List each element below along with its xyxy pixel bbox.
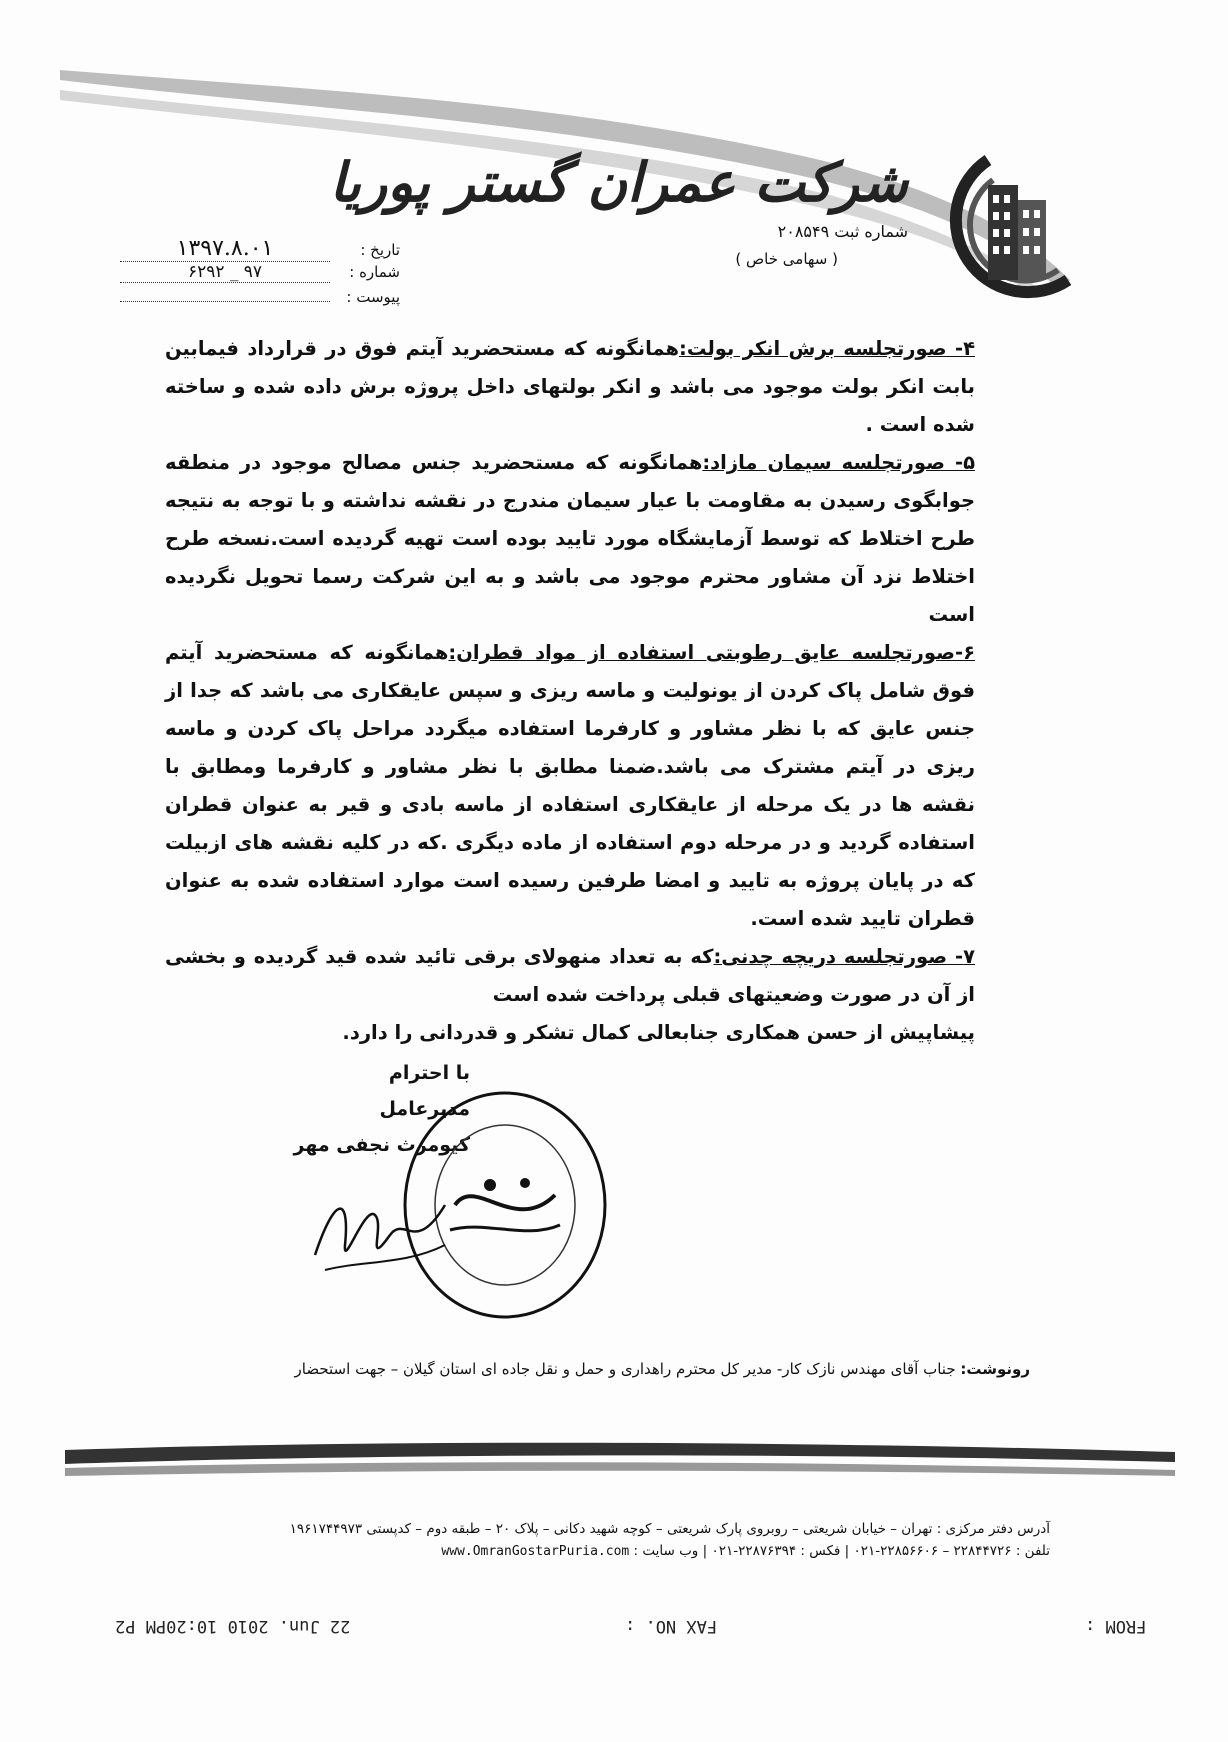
fax-timestamp: 22 Jun. 2010 10:20PM P2	[115, 1616, 351, 1636]
item-7-text: که به تعداد منهولای برقی تائید شده قید گردیده و بخشی از آن در صورت وضعیتهای قبلی پرداخت شده است	[165, 945, 975, 1006]
date-value: ۱۳۹۷.۸.۰۱	[120, 236, 330, 262]
carbon-copy	[230, 1355, 1030, 1383]
handwritten-signature	[305, 1175, 455, 1285]
item-6-text: همانگونه که مستحضرید آیتم فوق شامل پاک کردن از یونولیت و ماسه ریزی و سپس عایقکاری می باشد که جدا از جنس عایق که با نظر مشاور و کارفرما استفاده میگردد مراحل پاک کردن و ماسه ریزی در آیتم مشترک می باشد.ضمنا مطابق با نظر مشاور و کارفرما ومطابق با نقشه ها در یک مرحله از عایقکاری استفاده از ماسه بادی و قیر به عنوان قطران استفاده گردید و در مرحله دوم استفاده از ماده دیگری .که در کلیه نقشه های ازبیلت که در پایان پروژه به تایید و امضا طرفین رسیده است موارد استفاده شده به عنوان قطران تایید شده است.	[165, 641, 975, 930]
fax-from: FROM :	[1085, 1616, 1147, 1636]
footer-phones-line	[190, 1540, 1050, 1563]
cc-label: رونوشت:	[960, 1360, 1030, 1378]
item-4-text: همانگونه که مستحضرید آیتم فوق در قرارداد فیمابین بابت انکر بولت موجود می باشد و انکر بولتهای داخل پروژه برش داده شده و ساخته شده است .	[165, 337, 975, 436]
item-4-heading: ۴- صورتجلسه برش انکر بولت:	[679, 337, 975, 360]
number-row	[120, 262, 400, 288]
footer-website: www.OmranGostarPuria.com	[441, 1544, 630, 1559]
fax-number-label: FAX NO. :	[625, 1616, 718, 1636]
fax-header-strip	[0, 1612, 1228, 1642]
attachment-value	[120, 301, 330, 302]
attachment-label: پیوست :	[346, 288, 400, 306]
footer-swoosh-graphic	[65, 1440, 1175, 1480]
item-4	[165, 330, 975, 444]
item-5	[165, 444, 975, 634]
company-name: شرکت عمران گستر پوریا	[329, 150, 908, 214]
company-type: ( سهامی خاص )	[735, 250, 838, 268]
item-6	[165, 634, 975, 938]
date-row	[120, 236, 400, 262]
signer-title: مدیرعامل	[379, 1098, 470, 1120]
item-5-text: همانگونه که مستحضرید جنس مصالح موجود در منطقه جوابگوی رسیدن به مقاومت با عیار سیمان مندرج در نقشه نداشته و با توجه به نتیجه طرح اختلاط که توسط آزمایشگاه مورد تایید بوده است تهیه گردیده است.نسخه طرح اختلاط نزد آن مشاور محترم موجود می باشد و به این شرکت رسما تحویل نگردیده است	[165, 451, 975, 626]
signer-name: کیومرث نجفی مهر	[293, 1134, 470, 1156]
number-value: ۹۷ _ ۶۲۹۲	[120, 262, 330, 283]
footer-contact	[190, 1518, 1050, 1563]
footer-phones: تلفن : ۲۲۸۴۴۷۲۶ – ۲۲۸۵۶۶۰۶-۰۲۱ | فکس : ۲۲۸۷۶۳۹۴-۰۲۱ | وب سایت :	[633, 1543, 1050, 1559]
item-5-heading: ۵- صورتجلسه سیمان مازاد:	[702, 451, 975, 474]
cc-text: جناب آقای مهندس نازک کار- مدیر کل محترم راهداری و حمل و نقل جاده ای استان گیلان – جهت استحضار	[294, 1360, 956, 1378]
letter-meta	[120, 236, 400, 314]
letter-body	[165, 330, 975, 1052]
company-logo	[918, 150, 1078, 300]
item-7-heading: ۷- صورتجلسه دریچه چدنی:	[713, 945, 975, 968]
footer-address: آدرس دفتر مرکزی : تهران – خیابان شریعتی – روبروی پارک شریعتی – کوچه شهید دکانی – پلاک ۲۰ – طبقه دوم – کدپستی ۱۹۶۱۷۴۴۹۷۳	[289, 1521, 1050, 1537]
attachment-row	[120, 288, 400, 314]
item-6-heading: ۶-صورتجلسه عایق رطوبتی استفاده از مواد قطران:	[448, 641, 975, 664]
date-label: تاریخ :	[360, 241, 400, 259]
closing-line: پیشاپیش از حسن همکاری جنابعالی کمال تشکر و قدردانی را دارد.	[342, 1021, 975, 1044]
regards: با احترام	[388, 1062, 470, 1084]
item-7	[165, 938, 975, 1014]
number-label: شماره :	[349, 263, 400, 281]
registration-number: شماره ثبت ۲۰۸۵۴۹	[777, 222, 908, 241]
